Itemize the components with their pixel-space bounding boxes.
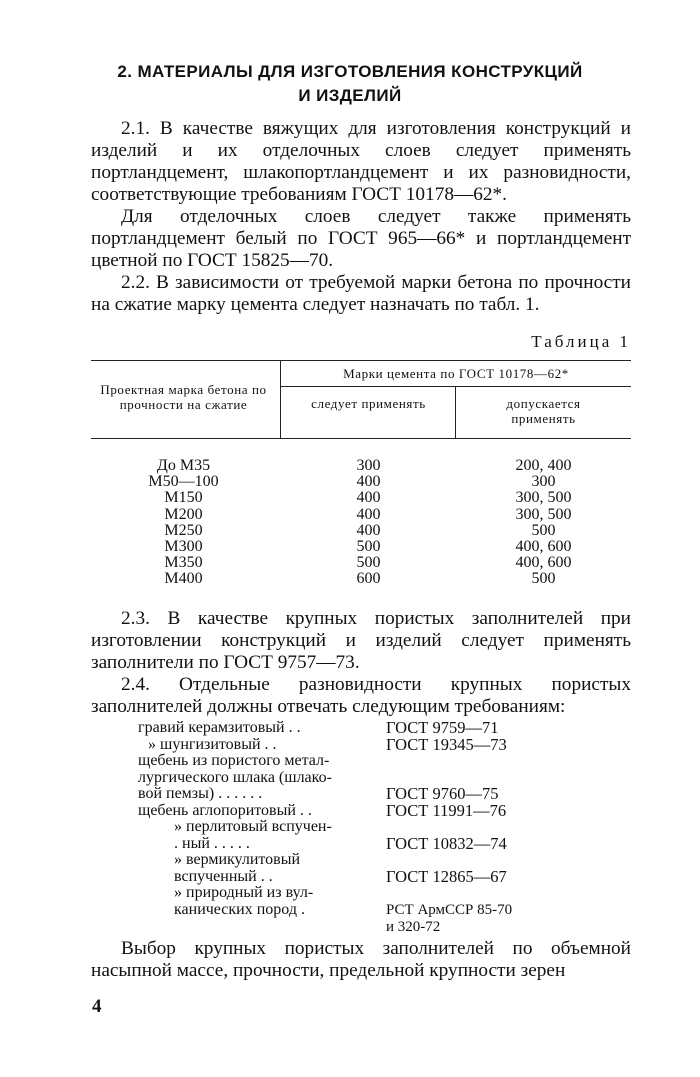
material-name: щебень из пористого метал- [138, 752, 330, 769]
list-item [138, 753, 618, 803]
paragraph-2-3: 2.3. В качестве крупных пористых заполнителей при изготовлении конструкций и изделий следует применять заполнители по ГОСТ 9757—73. [91, 608, 631, 673]
grade-cell: М350 [164, 554, 203, 572]
grade-cell: М200 [164, 505, 203, 523]
grade-cell: М150 [164, 489, 203, 507]
material-name: » природный из вул- [174, 884, 314, 901]
recommended-cell: 400 [356, 521, 381, 539]
list-item [138, 720, 618, 737]
material-standard: ГОСТ 12865—67 [386, 866, 507, 886]
paragraph-2-1: 2.1. В качестве вяжущих для изготовления конструкций и изделий и их отделочных слоев следует применять портландцемент, шлакопортландцемент и их разновидности, соответствующие требованиям ГОСТ 10178—62*. [91, 118, 631, 205]
text-block-middle [91, 608, 631, 718]
column-allowed [496, 458, 591, 588]
list-item [138, 852, 618, 885]
material-standard: ГОСТ 11991—76 [386, 800, 507, 820]
grade-cell: М250 [164, 521, 203, 539]
section-title-line1: 2. МАТЕРИАЛЫ ДЛЯ ИЗГОТОВЛЕНИЯ КОНСТРУКЦИЙ [117, 62, 583, 81]
paragraph-last: Выбор крупных пористых заполнителей по объемной насыпной массе, прочности, предельной крупности зерен [91, 938, 631, 981]
list-item [138, 884, 618, 935]
material-standard: ГОСТ 19345—73 [386, 734, 507, 754]
material-standard: ГОСТ 10832—74 [386, 833, 507, 853]
allowed-cell: 300, 500 [515, 505, 572, 523]
section-title [0, 60, 700, 108]
allowed-cell: 400, 600 [515, 537, 572, 555]
recommended-cell: 500 [356, 554, 381, 572]
list-item [138, 800, 618, 820]
material-name: . ный . . . . . [174, 834, 250, 852]
recommended-cell: 400 [356, 473, 381, 491]
paragraph-2-4: 2.4. Отдельные разновидности крупных пористых заполнителей должны отвечать следующим требованиям: [91, 674, 631, 717]
header-allowed: допускается применять [506, 396, 581, 426]
header-recommended: следует применять [311, 396, 426, 411]
header-cement-grades: Марки цемента по ГОСТ 10178—62* [343, 366, 569, 381]
recommended-cell: 400 [356, 489, 381, 507]
material-name: вой пемзы) . . . . . . [138, 785, 263, 802]
paragraph-2-1-finish: Для отделочных слоев следует также применять портландцемент белый по ГОСТ 965—66* и портландцемент цветной по ГОСТ 15825—70. [91, 206, 631, 271]
allowed-cell: 200, 400 [515, 457, 572, 474]
page-number: 4 [92, 996, 102, 1017]
materials-list [138, 718, 618, 935]
allowed-cell: 300 [531, 473, 556, 491]
allowed-cell: 500 [531, 570, 556, 588]
grade-cell: М300 [164, 537, 203, 555]
material-name: лургического шлака (шлако- [138, 768, 332, 786]
recommended-cell: 400 [356, 505, 381, 523]
material-name: » вермикулитовый [174, 851, 301, 868]
list-item [138, 819, 618, 852]
allowed-cell: 300, 500 [515, 489, 572, 507]
table-top-rule [91, 360, 631, 361]
table-caption: Таблица 1 [531, 332, 631, 351]
material-name: канических пород . [174, 900, 305, 918]
text-block-bottom [91, 938, 631, 982]
material-name: » перлитовый вспучен- [174, 818, 332, 835]
material-name: щебень аглопоритовый . . [138, 801, 312, 819]
table-1 [91, 360, 631, 590]
material-name: » шунгизитовый . . [148, 735, 277, 753]
column-recommended [331, 458, 406, 588]
material-standard: РСТ АрмССР 85-70 [386, 902, 513, 918]
recommended-cell: 300 [356, 457, 381, 474]
material-standard: ГОСТ 9759—71 [386, 718, 499, 737]
grade-cell: М50—100 [148, 473, 219, 491]
material-standard: ГОСТ 9760—75 [386, 784, 499, 803]
recommended-cell: 500 [356, 537, 381, 555]
allowed-cell: 400, 600 [515, 554, 572, 572]
header-concrete-grade: Проектная марка бетона по прочности на сжатие [100, 382, 267, 412]
material-name: вспученный . . [174, 867, 273, 885]
grade-cell: До М35 [156, 457, 211, 474]
text-block-top [91, 118, 631, 316]
table-header-rule [91, 438, 631, 439]
grade-cell: М400 [164, 570, 203, 588]
material-name: гравий керамзитовый . . [138, 719, 301, 736]
column-grades [131, 458, 236, 588]
recommended-cell: 600 [356, 570, 381, 588]
paragraph-2-2: 2.2. В зависимости от требуемой марки бетона по прочности на сжатие марку цемента следует назначать по табл. 1. [91, 272, 631, 315]
table-group-rule [281, 386, 631, 387]
allowed-cell: 500 [531, 521, 556, 539]
table-divider-2 [455, 386, 456, 438]
material-standard-continued: и 320-72 [386, 919, 441, 935]
section-title-line2: И ИЗДЕЛИЙ [298, 86, 402, 105]
list-item [138, 734, 618, 754]
